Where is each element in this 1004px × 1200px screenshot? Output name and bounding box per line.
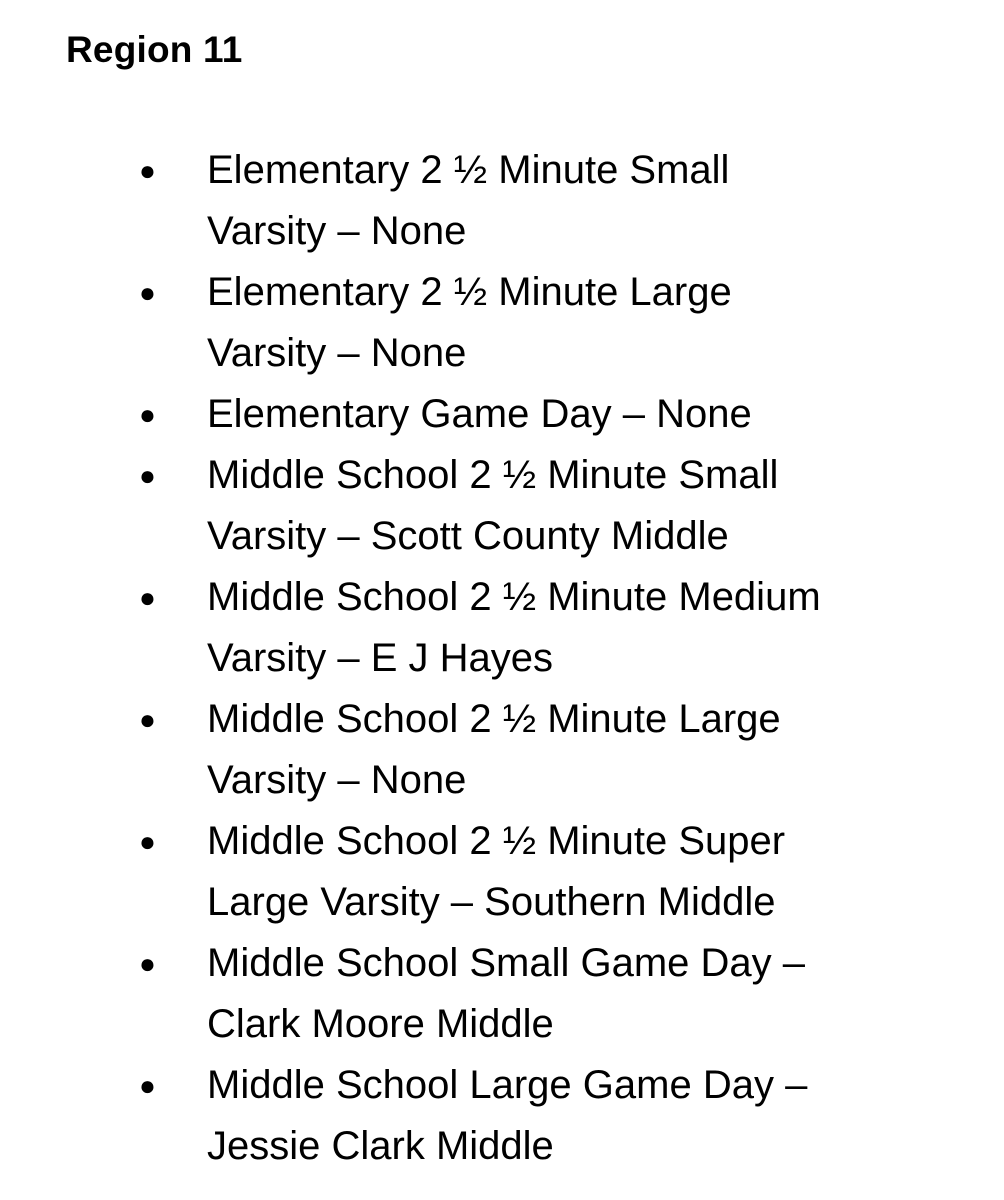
bullet-icon: ● [139, 277, 156, 308]
item-text-line-2: Varsity – E J Hayes [207, 636, 554, 680]
item-text-line-2: Jessie Clark Middle [207, 1124, 554, 1168]
item-text-line-1: Middle School 2 ½ Minute Large [207, 697, 781, 741]
region-heading: Region 11 [66, 29, 243, 70]
item-text-line-1: Middle School 2 ½ Minute Super [207, 819, 786, 863]
item-text-line-2: Varsity – None [207, 209, 467, 253]
list-item [0, 140, 1004, 262]
item-text-line-2: Large Varsity – Southern Middle [207, 880, 776, 924]
item-text-line-1: Middle School Small Game Day – [207, 941, 806, 985]
item-text-line-2: Varsity – None [207, 331, 467, 375]
list-item [0, 933, 1004, 1055]
item-text-line-2: Clark Moore Middle [207, 1002, 554, 1046]
item-text-line-1: Elementary 2 ½ Minute Small [207, 148, 730, 192]
item-text-line-1: Elementary 2 ½ Minute Large [207, 270, 732, 314]
item-text-line-1: Middle School 2 ½ Minute Small [207, 453, 779, 497]
list-item [0, 811, 1004, 933]
item-text-line-1: Middle School 2 ½ Minute Medium [207, 575, 821, 619]
results-list [0, 140, 1004, 1177]
item-text-line-2: Varsity – None [207, 758, 467, 802]
bullet-icon: ● [139, 1070, 156, 1101]
bullet-icon: ● [139, 582, 156, 613]
bullet-icon: ● [139, 399, 156, 430]
item-text-line-1: Elementary Game Day – None [207, 392, 752, 436]
list-item [0, 384, 1004, 445]
item-text-line-1: Middle School Large Game Day – [207, 1063, 808, 1107]
bullet-icon: ● [139, 155, 156, 186]
list-item [0, 567, 1004, 689]
bullet-icon: ● [139, 948, 156, 979]
list-item [0, 1055, 1004, 1177]
list-item [0, 445, 1004, 567]
list-item [0, 262, 1004, 384]
bullet-icon: ● [139, 460, 156, 491]
bullet-icon: ● [139, 826, 156, 857]
bullet-icon: ● [139, 704, 156, 735]
list-item [0, 689, 1004, 811]
item-text-line-2: Varsity – Scott County Middle [207, 514, 729, 558]
